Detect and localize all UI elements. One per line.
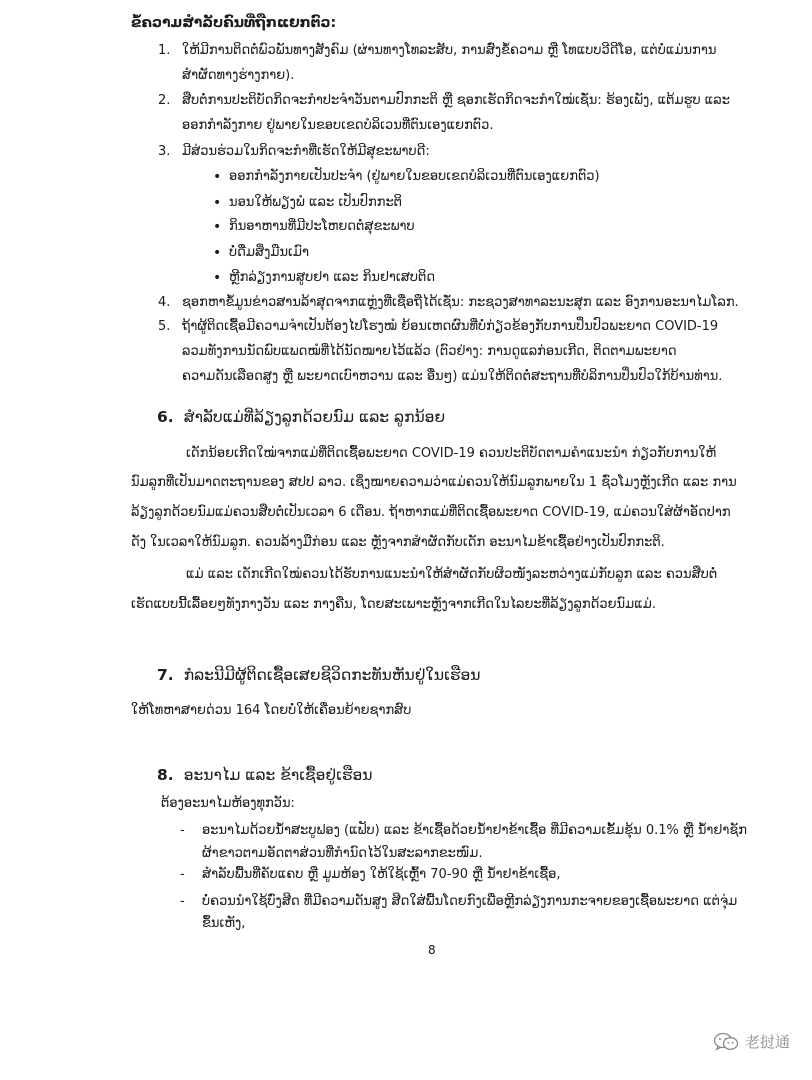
list-number: 2. xyxy=(158,93,171,108)
section-number: 8. xyxy=(157,766,174,784)
paragraph-line: ຕ້ອງອະນາໄມຫ້ອງທຸກວັນ: xyxy=(161,796,295,811)
dash-item-line: ສໍາລັບພື້ນທີ່ຄັບແຄບ ຫຼື ມູມຫ້ອງ ໃຫ້ໃຊ້ເຫຼົ້າ 70-90 ຫຼື ນໍ້າຢາຂ້າເຊື້ອ, xyxy=(202,867,561,882)
watermark xyxy=(713,1031,790,1052)
section-number: 6. xyxy=(157,408,174,426)
list-number: 1. xyxy=(158,43,171,58)
paragraph-line: ເດັກນ້ອຍເກີດໃໝ່ຈາກແມ່ທີ່ຕິດເຊື້ອພະຍາດ COVID-19 ຄວນປະຕິບັດຕາມຄໍາແນະນໍາ ກ່ຽວກັບການໃຫ້ xyxy=(186,446,717,461)
list-item-line: ສໍາຜັດທາງຮ່າງກາຍ). xyxy=(182,68,295,83)
paragraph-line: ດັງ ໃນເວລາໃຫ້ນົມລູກ. ຄວນລ້າງມືກ່ອນ ແລະ ຫຼັງຈາກສໍາຜັດກັບເດັກ ອະນາໄມຂ້າເຊື້ອຢ່າງເປັນປົກກະຕິ. xyxy=(131,535,665,550)
paragraph-line: ນົມລູກທີ່ເປັນມາດຕະຖານຂອງ ສປປ ລາວ. ເຊິ່ງໝາຍຄວາມວ່າແມ່ຄວນໃຫ້ນົມລູກພາຍໃນ 1 ຊົ່ວໂມງຫຼັງເກີດ ແລະ ການ xyxy=(131,475,737,490)
paragraph-line: ລ້ຽງລູກດ້ວຍນົມແມ່ຄວນສືບຕໍ່ເປັນເວລາ 6 ເດືອນ. ຖ້າຫາກແມ່ທີ່ຕິດເຊື້ອພະຍາດ COVID-19, ແມ່ຄວນໃສ່ຜ້າອັດປາກ xyxy=(131,505,731,520)
bullet-item: ບໍ່ດື່ມສິ່ງມືນເມົາ xyxy=(229,245,310,260)
section-title: ອະນາໄມ ແລະ ຂ້າເຊື້ອຢູ່ເຮືອນ xyxy=(183,766,373,784)
paragraph-line: ເຮັດແບບນີ້ເລື້ອຍໆທັງກາງວັນ ແລະ ກາງຄືນ, ໂດຍສະເພາະຫຼັງຈາກເກີດໃນໄລຍະທີ່ລ້ຽງລູກດ້ວຍນົມແມ່. xyxy=(131,597,656,612)
list-item-line: ມີສ່ວນຮ່ວມໃນກິດຈະກໍາທີ່ເຮັດໃຫ້ມີສຸຂະພາບດີ: xyxy=(182,144,430,159)
dash-item-line: ຂຶ້ນເຫັງ, xyxy=(202,916,246,931)
list-item-line: ຖ້າຜູ້ຕິດເຊື້ອມີຄວາມຈໍາເປັນຕ້ອງໄປໂຮງໝໍ ຍ້ອນເຫດຜົນທີ່ບໍ່ກ່ຽວຂ້ອງກັບການປິ່ນປົວພະຍາດ COVID-19 xyxy=(182,319,719,334)
list-item-line: ລວມທັງການນັດພົບແພດໝໍທີ່ໄດ້ນັດໝາຍໄວ້ແລ້ວ (ຕົວຢ່າງ: ການດູແລກ່ອນເກີດ, ຕິດຕາມພະຍາດ xyxy=(182,344,677,359)
list-item-line: ສືບຕໍ່ການປະຕິບັດກິດຈະກໍາປະຈໍາວັນຕາມປົກກະຕິ ຫຼື ຊອກເຮັດກິດຈະກໍາໃໝ່ເຊັ່ນ: ຮ້ອງເພັງ, ແຕ້ມຮູບ ແລະ xyxy=(182,93,730,108)
list-number: 4. xyxy=(158,295,171,310)
section-number: 7. xyxy=(157,666,174,684)
section-6-heading xyxy=(157,406,445,428)
bullet-item: ນອນໃຫ້ພຽງພໍ ແລະ ເປັນປົກກະຕິ xyxy=(229,195,403,210)
paragraph-line: ໃຫ້ໂທຫາສາຍດ່ວນ 164 ໂດຍບໍ່ໃຫ້ເຄື່ອນຍ້າຍຊາກສົບ xyxy=(131,703,412,718)
list-item-line: ອອກກໍາລັງກາຍ ຢູ່ພາຍໃນຂອບເຂດບໍລິເວນທີ່ຕົນເອງແຍກຕົວ. xyxy=(182,118,494,133)
intro-heading: ຂໍ້ຄວາມສໍາລັບຄົນທີ່ຖືກແຍກຕົວ: xyxy=(131,15,337,31)
watermark-text: 老挝通 xyxy=(744,1033,790,1051)
bullet-dot: • xyxy=(213,219,222,235)
bullet-item: ຫຼີກລ່ຽງການສູບຢາ ແລະ ກິນຢາເສບຕິດ xyxy=(229,270,436,285)
bullet-dot: • xyxy=(213,169,222,185)
dash-item-line: ຜ້າຂາວຕາມອັດຕາສ່ວນທີ່ກໍານົດໄວ້ໃນສະລາກຂະໜົມ. xyxy=(202,846,483,861)
list-item-line: ຄວາມດັນເລືອດສູງ ຫຼື ພະຍາດເບົາຫວານ ແລະ ອື່ນໆ) ແມ່ນໃຫ້ຕິດຕໍ່ສະຖານທີ່ບໍລິການປິ່ນປົວໃກ້ບ້ານທ່ານ. xyxy=(182,369,723,384)
section-8-heading xyxy=(157,764,373,786)
dash-item-line: ບໍ່ຄວນນໍາໃຊ້ບົ່ງສີດ ທີ່ມີຄວາມດັນສູງ ສີດໃສ່ພື້ນໂດຍກົງເພື່ອຫຼີກລ່ຽງການກະຈາຍຂອງເຊື້ອພະຍາດ ແຕ່ຈຸ່ມ xyxy=(202,894,738,909)
section-7-heading xyxy=(157,664,481,686)
section-title: ກໍລະນີມີຜູ້ຕິດເຊື້ອເສຍຊີວິດກະທັນຫັນຢູ່ໃນເຮືອນ xyxy=(183,666,481,684)
section-title: ສໍາລັບແມ່ທີ່ລ້ຽງລູກດ້ວຍນົມ ແລະ ລູກນ້ອຍ xyxy=(183,408,446,426)
dash-marker: - xyxy=(180,823,185,838)
list-number: 3. xyxy=(158,144,171,159)
list-number: 5. xyxy=(158,319,171,334)
bullet-dot: • xyxy=(213,245,222,261)
wechat-icon xyxy=(713,1032,739,1052)
list-item-line: ຊອກຫາຂໍ້ມູນຂ່າວສານລ້າສຸດຈາກແຫຼ່ງທີ່ເຊື່ອຖືໄດ້ເຊັ່ນ: ກະຊວງສາທາລະນະສຸກ ແລະ ອົງການອະນາໄມໂລກ. xyxy=(182,295,739,310)
paragraph-line: ແມ່ ແລະ ເດັກເກີດໃໝ່ຄວນໄດ້ຮັບການແນະນໍາໃຫ້ສໍາຜັດກັບຜິວໜັງລະຫວ່າງແມ່ກັບລູກ ແລະ ຄວນສືບຕໍ່ xyxy=(186,567,718,582)
page-number: 8 xyxy=(428,943,436,957)
dash-item-line: ອະນາໄມດ້ວຍນໍ້າສະບູຟອງ (ແຟັບ) ແລະ ຂ້າເຊື້ອດ້ວຍນໍ້າຢາຂ້າເຊື້ອ ທີ່ມີຄວາມເຂັ້ມຂຸ້ນ 0.1% ຫຼື ນໍ້າຢາຊັກ xyxy=(202,823,747,838)
bullet-item: ອອກກໍາລັງກາຍເປັນປະຈໍາ (ຢູ່ພາຍໃນຂອບເຂດບໍລິເວນທີ່ຕົນເອງແຍກຕົວ) xyxy=(229,169,600,184)
list-item-line: ໃຫ້ມີການຕິດຕໍ່ພົວພັນທາງສັງຄົມ (ຜ່ານທາງໂທລະສັບ, ການສົ່ງຂໍ້ຄວາມ ຫຼື ໂທແບບວີດີໂອ, ແຕ່ບໍ່ແມ່ນການ xyxy=(182,43,717,58)
bullet-dot: • xyxy=(213,270,222,286)
dash-marker: - xyxy=(180,894,185,909)
bullet-item: ກິນອາຫານທີ່ມີປະໂຫຍດຕໍ່ສຸຂະພາບ xyxy=(229,219,415,234)
dash-marker: - xyxy=(180,867,185,882)
bullet-dot: • xyxy=(213,195,222,211)
